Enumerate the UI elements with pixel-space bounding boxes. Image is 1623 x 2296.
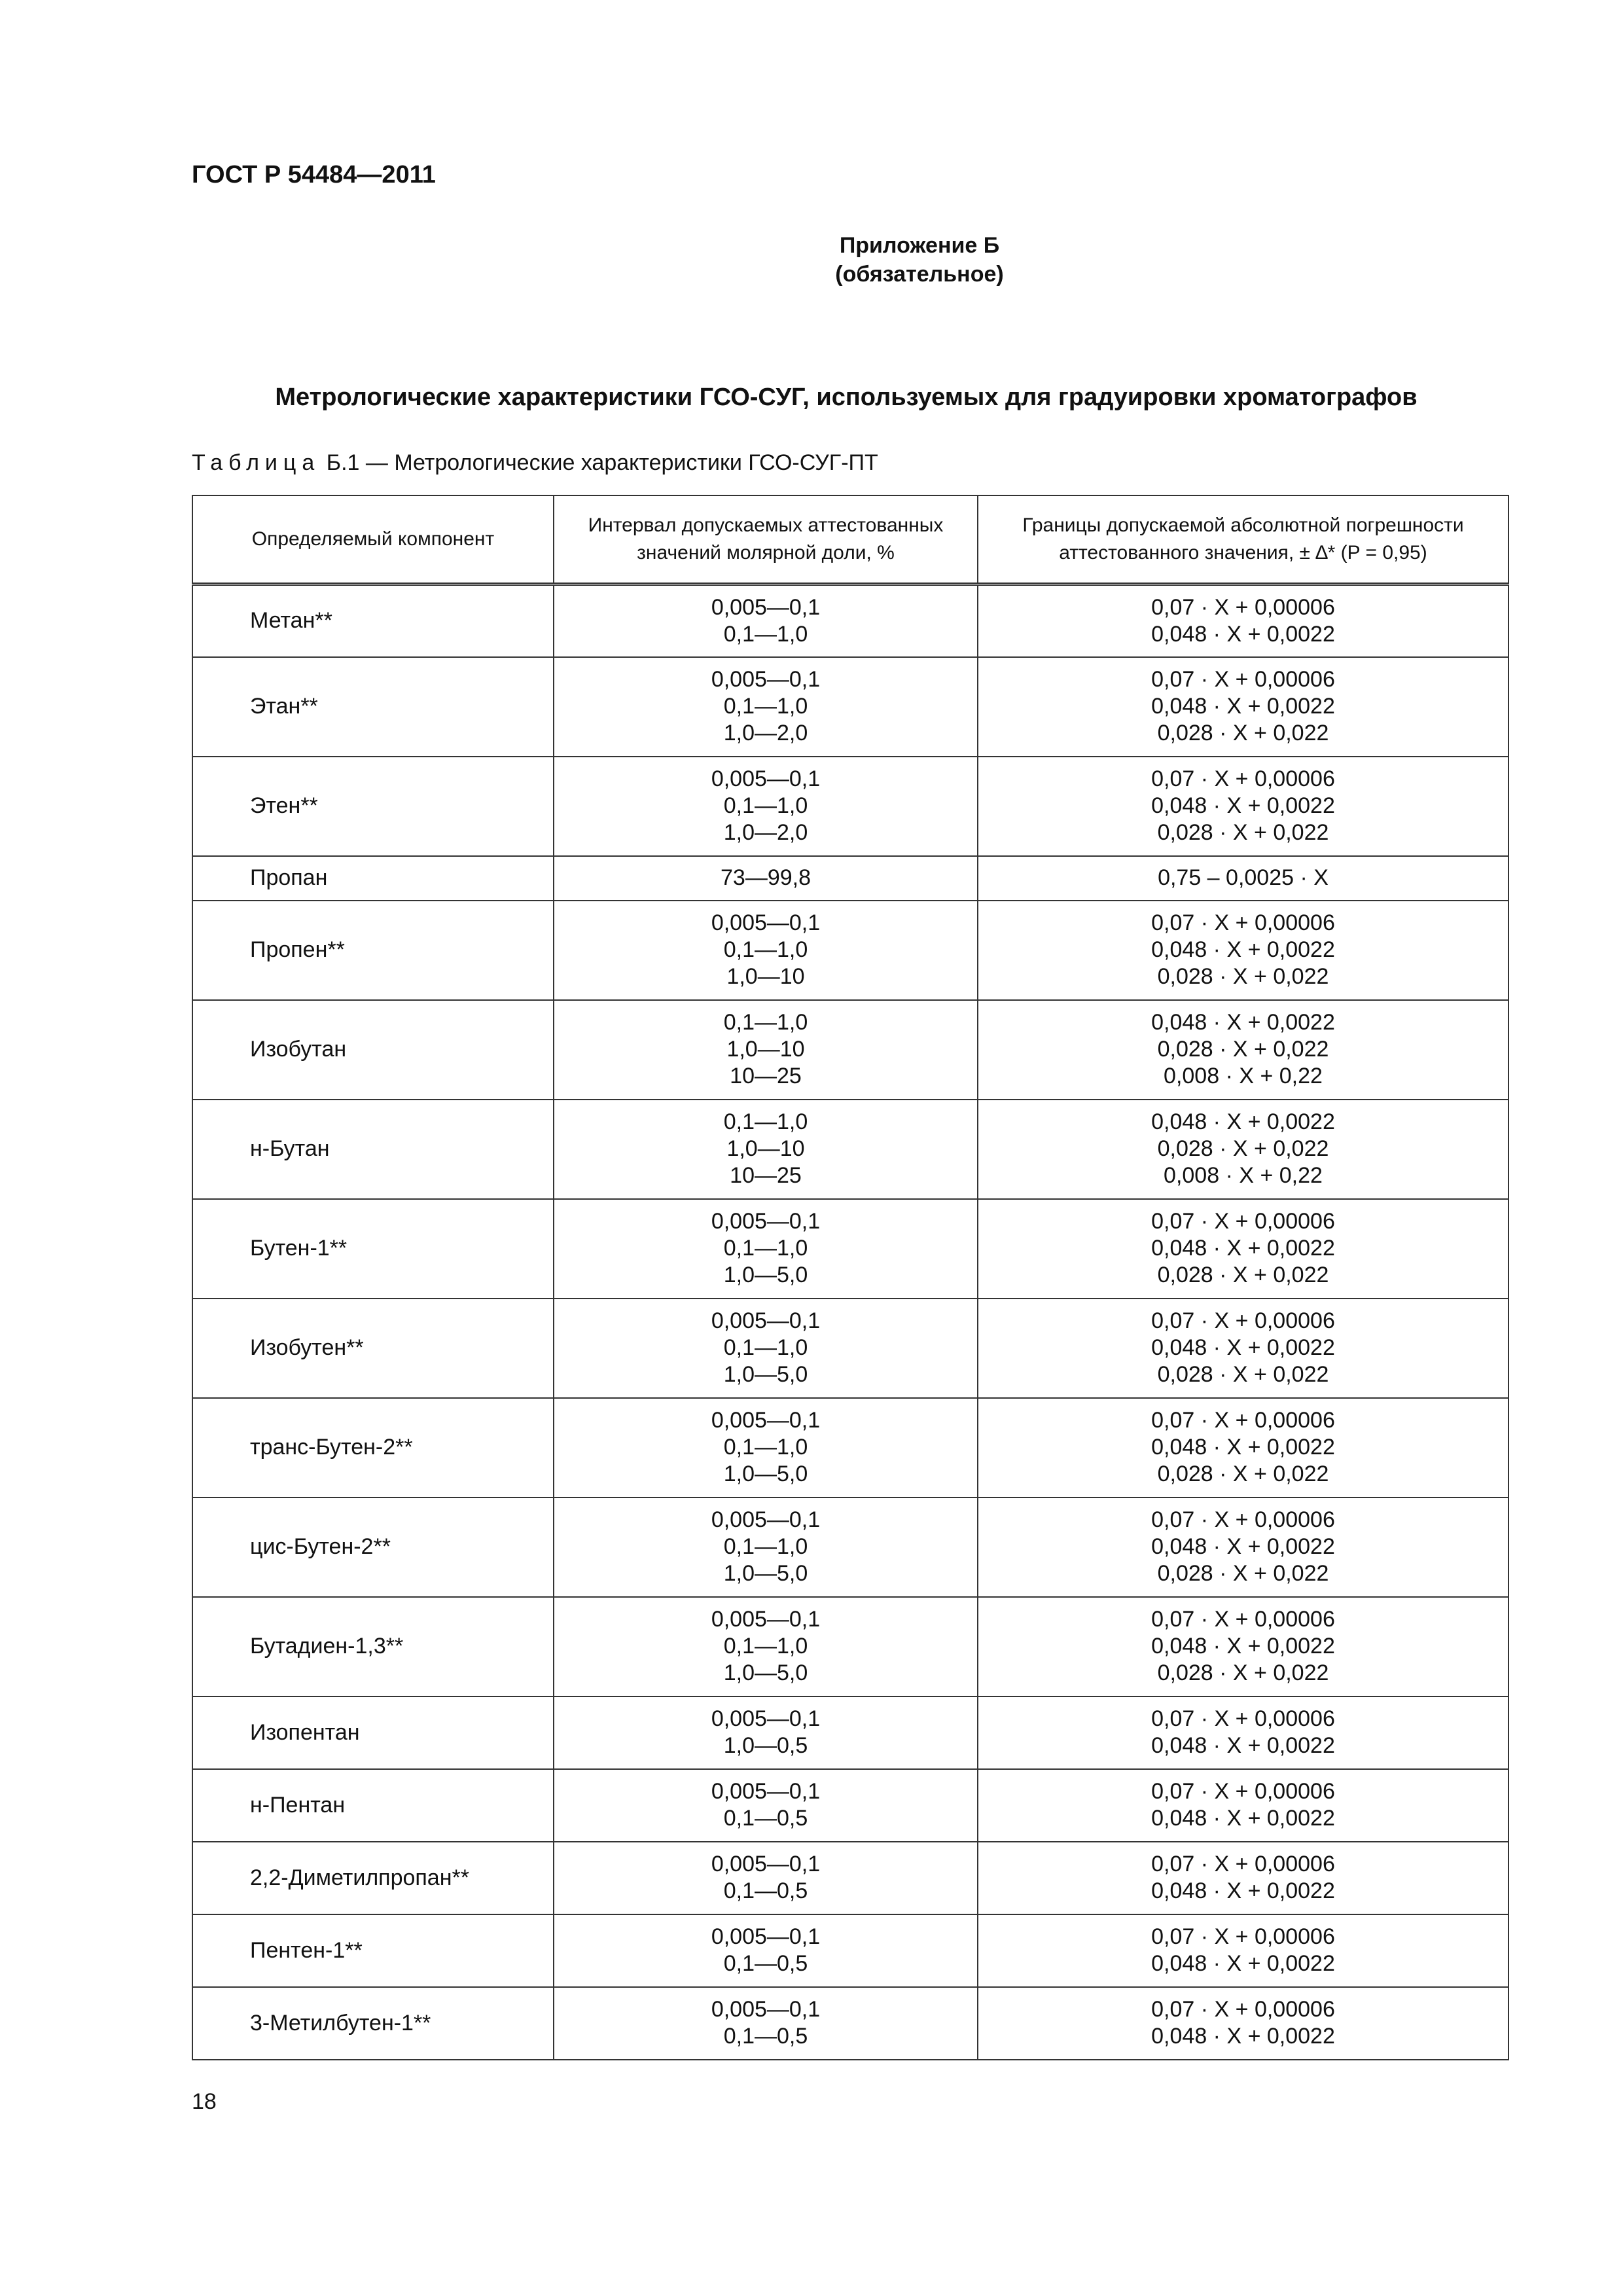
interval-value: 0,1—1,0 [723,1435,808,1460]
interval-value: 10—25 [730,1163,802,1188]
error-bound-value: 0,028 · X + 0,022 [1157,1561,1329,1586]
error-bound-value: 0,048 · X + 0,0022 [1151,621,1335,647]
error-bound-value: 0,75 – 0,0025 · X [1158,865,1329,890]
interval-cell [554,757,978,856]
error-bound-value: 0,048 · X + 0,0022 [1151,1109,1335,1134]
interval-value: 0,1—1,0 [723,937,808,962]
table-header-row [192,495,1508,584]
interval-value: 10—25 [730,1064,802,1088]
interval-value: 0,1—1,0 [723,1236,808,1261]
interval-value: 1,0—5,0 [723,1263,808,1287]
interval-value: 0,005—0,1 [711,1607,821,1632]
error-bound-cell [978,1914,1508,1987]
error-bound-value: 0,048 · X + 0,0022 [1151,1435,1335,1460]
interval-value: 0,1—1,0 [723,1010,808,1035]
table-row [192,856,1508,901]
error-bound-value: 0,07 · X + 0,00006 [1151,1408,1335,1433]
error-bound-value: 0,048 · X + 0,0022 [1151,694,1335,719]
table-row [192,1000,1508,1100]
interval-cell [554,1398,978,1498]
component-name: Изобутен** [192,1299,554,1398]
component-name: Бутадиен-1,3** [192,1597,554,1696]
error-bound-cell [978,1498,1508,1597]
error-bound-cell [978,1696,1508,1769]
header-interval-line2: значений молярной доли, % [637,542,895,564]
interval-cell [554,1696,978,1769]
error-bound-cell [978,901,1508,1000]
table-row [192,1597,1508,1696]
table-row [192,657,1508,757]
interval-cell [554,1299,978,1398]
error-bound-value: 0,008 · X + 0,22 [1164,1064,1323,1088]
error-bound-cell [978,657,1508,757]
appendix-heading [0,231,1623,289]
error-bound-value: 0,07 · X + 0,00006 [1151,1852,1335,1876]
table-row [192,1696,1508,1769]
interval-value: 1,0—10 [726,1037,805,1062]
error-bound-cell [978,1597,1508,1696]
table-caption-prefix: Таблица [192,450,321,475]
table-row [192,1299,1508,1398]
error-bound-value: 0,028 · X + 0,022 [1157,1136,1329,1161]
interval-value: 0,1—0,5 [723,1878,808,1903]
interval-cell [554,1769,978,1842]
interval-cell [554,1100,978,1199]
table-row [192,1398,1508,1498]
interval-value: 0,005—0,1 [711,910,821,935]
header-interval [554,495,978,584]
interval-cell [554,1498,978,1597]
interval-value: 0,005—0,1 [711,1408,821,1433]
error-bound-value: 0,07 · X + 0,00006 [1151,1507,1335,1532]
metrology-table [192,495,1509,2060]
component-name: н-Бутан [192,1100,554,1199]
component-name: Изобутан [192,1000,554,1100]
error-bound-cell [978,1769,1508,1842]
error-bound-value: 0,048 · X + 0,0022 [1151,1236,1335,1261]
interval-cell [554,1597,978,1696]
table-row [192,757,1508,856]
error-bound-cell [978,1842,1508,1914]
document-title: Метрологические характеристики ГСО-СУГ, используемых для градуировки хроматографов [275,384,1418,411]
error-bound-value: 0,028 · X + 0,022 [1157,1037,1329,1062]
interval-value: 0,1—1,0 [723,1109,808,1134]
error-bound-cell [978,1000,1508,1100]
table-row [192,1100,1508,1199]
error-bound-value: 0,028 · X + 0,022 [1157,721,1329,745]
error-bound-value: 0,07 · X + 0,00006 [1151,1706,1335,1731]
interval-cell [554,901,978,1000]
error-bound-value: 0,048 · X + 0,0022 [1151,1010,1335,1035]
interval-value: 0,005—0,1 [711,1308,821,1333]
appendix-title: Приложение Б [839,233,1000,258]
error-bound-value: 0,048 · X + 0,0022 [1151,1806,1335,1831]
interval-value: 0,1—0,5 [723,2024,808,2049]
interval-value: 73—99,8 [721,865,811,890]
interval-value: 0,005—0,1 [711,1706,821,1731]
interval-value: 1,0—5,0 [723,1362,808,1387]
interval-cell [554,1842,978,1914]
component-name: 2,2-Диметилпропан** [192,1842,554,1914]
table-row [192,1199,1508,1299]
error-bound-value: 0,07 · X + 0,00006 [1151,594,1335,620]
error-bound-value: 0,048 · X + 0,0022 [1151,1951,1335,1976]
interval-cell [554,1000,978,1100]
header-error-bounds [978,495,1508,584]
interval-value: 0,1—1,0 [723,1634,808,1659]
error-bound-value: 0,048 · X + 0,0022 [1151,1335,1335,1360]
error-bound-value: 0,028 · X + 0,022 [1157,1263,1329,1287]
interval-value: 0,1—1,0 [723,1335,808,1360]
interval-value: 1,0—0,5 [723,1733,808,1758]
table-row [192,1769,1508,1842]
header-error-line2: аттестованного значения, ± ∆* (P = 0,95) [1059,542,1427,564]
error-bound-value: 0,07 · X + 0,00006 [1151,1997,1335,2022]
component-name: Пропан [192,856,554,901]
component-name: транс-Бутен-2** [192,1398,554,1498]
table-row [192,1842,1508,1914]
interval-value: 0,1—1,0 [723,621,808,647]
error-bound-value: 0,028 · X + 0,022 [1157,1362,1329,1387]
table-row [192,1914,1508,1987]
interval-value: 0,005—0,1 [711,1507,821,1532]
interval-value: 1,0—5,0 [723,1561,808,1586]
error-bound-value: 0,028 · X + 0,022 [1157,964,1329,989]
interval-cell [554,1987,978,2060]
component-name: Пентен-1** [192,1914,554,1987]
component-name: 3-Метилбутен-1** [192,1987,554,2060]
interval-value: 0,005—0,1 [711,594,821,620]
table-row [192,1498,1508,1597]
appendix-status: (обязательное) [835,262,1004,287]
error-bound-value: 0,07 · X + 0,00006 [1151,1607,1335,1632]
interval-value: 1,0—2,0 [723,721,808,745]
table-row [192,901,1508,1000]
error-bound-value: 0,048 · X + 0,0022 [1151,2024,1335,2049]
error-bound-value: 0,028 · X + 0,022 [1157,1660,1329,1685]
interval-value: 1,0—2,0 [723,820,808,845]
header-interval-line1: Интервал допускаемых аттестованных [588,514,944,536]
error-bound-value: 0,048 · X + 0,0022 [1151,1878,1335,1903]
error-bound-value: 0,07 · X + 0,00006 [1151,1779,1335,1804]
error-bound-value: 0,07 · X + 0,00006 [1151,910,1335,935]
error-bound-cell [978,1987,1508,2060]
error-bound-cell [978,856,1508,901]
error-bound-value: 0,028 · X + 0,022 [1157,820,1329,845]
component-name: Бутен-1** [192,1199,554,1299]
error-bound-cell [978,757,1508,856]
interval-value: 0,1—1,0 [723,793,808,818]
error-bound-cell [978,584,1508,657]
table-caption [192,450,878,476]
error-bound-value: 0,07 · X + 0,00006 [1151,1308,1335,1333]
interval-value: 0,005—0,1 [711,1209,821,1234]
table-caption-text: Б.1 — Метрологические характеристики ГСО-СУГ-ПТ [320,450,878,475]
page-number: 18 [192,2089,217,2114]
component-name: цис-Бутен-2** [192,1498,554,1597]
component-name: Этан** [192,657,554,757]
error-bound-value: 0,008 · X + 0,22 [1164,1163,1323,1188]
interval-value: 0,005—0,1 [711,766,821,791]
interval-value: 0,005—0,1 [711,667,821,692]
header-component: Определяемый компонент [192,495,554,584]
error-bound-cell [978,1199,1508,1299]
interval-value: 0,005—0,1 [711,1779,821,1804]
interval-value: 0,005—0,1 [711,1852,821,1876]
table-row [192,584,1508,657]
interval-cell [554,584,978,657]
interval-cell [554,657,978,757]
error-bound-value: 0,028 · X + 0,022 [1157,1462,1329,1486]
component-name: н-Пентан [192,1769,554,1842]
component-name: Пропен** [192,901,554,1000]
interval-cell [554,1914,978,1987]
interval-value: 1,0—5,0 [723,1462,808,1486]
interval-value: 1,0—10 [726,964,805,989]
standard-designation: ГОСТ Р 54484—2011 [192,161,436,188]
error-bound-value: 0,048 · X + 0,0022 [1151,1733,1335,1758]
table-row [192,1987,1508,2060]
error-bound-value: 0,048 · X + 0,0022 [1151,1534,1335,1559]
error-bound-cell [978,1299,1508,1398]
error-bound-value: 0,07 · X + 0,00006 [1151,1209,1335,1234]
interval-cell [554,856,978,901]
interval-cell [554,1199,978,1299]
error-bound-cell [978,1398,1508,1498]
interval-value: 0,1—1,0 [723,694,808,719]
interval-value: 0,1—0,5 [723,1951,808,1976]
interval-value: 1,0—10 [726,1136,805,1161]
error-bound-value: 0,07 · X + 0,00006 [1151,1924,1335,1949]
error-bound-value: 0,07 · X + 0,00006 [1151,667,1335,692]
component-name: Этен** [192,757,554,856]
component-name: Метан** [192,584,554,657]
interval-value: 1,0—5,0 [723,1660,808,1685]
interval-value: 0,005—0,1 [711,1997,821,2022]
interval-value: 0,1—1,0 [723,1534,808,1559]
interval-value: 0,005—0,1 [711,1924,821,1949]
interval-value: 0,1—0,5 [723,1806,808,1831]
component-name: Изопентан [192,1696,554,1769]
error-bound-value: 0,048 · X + 0,0022 [1151,937,1335,962]
error-bound-value: 0,07 · X + 0,00006 [1151,766,1335,791]
error-bound-value: 0,048 · X + 0,0022 [1151,1634,1335,1659]
error-bound-value: 0,048 · X + 0,0022 [1151,793,1335,818]
error-bound-cell [978,1100,1508,1199]
header-error-line1: Границы допускаемой абсолютной погрешности [1022,514,1464,536]
